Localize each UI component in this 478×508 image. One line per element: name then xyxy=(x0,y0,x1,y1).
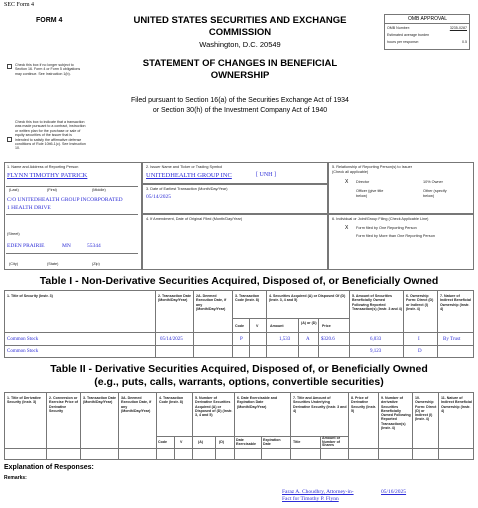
one-person-mark: X xyxy=(345,225,349,231)
t1-sub-aord: (A) or (D) xyxy=(301,321,317,325)
checkbox1-line: Section 16. Form 4 or Form 5 obligations xyxy=(15,67,81,72)
middle-label: (Middle) xyxy=(92,188,106,192)
explanation-heading: Explanation of Responses: xyxy=(4,464,94,471)
t1-row2-owned: 9,123 xyxy=(370,349,382,354)
t1-sub-code: Code xyxy=(235,324,244,328)
t2-h-exercisable: 6. Date Exercisable and Expiration Date (Month/Day/Year) xyxy=(237,396,278,409)
omb-approval-box xyxy=(384,14,470,50)
issuer-name[interactable]: UNITEDHEALTH GROUP INC xyxy=(146,172,232,179)
t1-sub-price: Price xyxy=(322,324,331,328)
box2-label: 2. Issuer Name and Ticker or Trading Symbol xyxy=(146,165,223,169)
t1-h-nature: 7. Nature of Indirect Beneficial Ownership (Instr. 4) xyxy=(440,294,471,311)
t2-sub-a: (A) xyxy=(198,440,203,444)
other-line2: below) xyxy=(423,193,435,198)
t2-sub-v: V xyxy=(180,440,183,444)
t1-sub-amount: Amount xyxy=(270,324,284,328)
statement-line1: STATEMENT OF CHANGES IN BENEFICIAL xyxy=(142,58,338,69)
t1-row1-owned: 6,033 xyxy=(370,337,382,342)
t2-sub-code: Code xyxy=(158,440,167,444)
signature xyxy=(282,489,354,503)
checkbox2-line: equity securities of the issuer that is xyxy=(15,133,72,138)
t2-h-price: 8. Price of Derivative Security (Instr. 5) xyxy=(351,396,376,413)
t1-row1-date: 05/14/2025 xyxy=(160,337,183,342)
t2-h-deemed: 3A. Deemed Execution Date, if any (Month/Day/Year) xyxy=(121,396,152,413)
ten-percent-owner-label: 10% Owner xyxy=(423,180,443,184)
t1-h-form: 6. Ownership Form: Direct (D) or Indirect (I) (Instr. 4) xyxy=(406,294,434,311)
t1-row1-nature: By Trust xyxy=(443,337,461,342)
t2-h-title: 1. Title of Derivative Security (Instr. 3) xyxy=(7,396,41,405)
header-line2: COMMISSION xyxy=(208,27,272,38)
filed-line1: Filed pursuant to Section 16(a) of the Securities Exchange Act of 1934 xyxy=(131,97,349,104)
t1-h-title: 1. Title of Security (Instr. 3) xyxy=(7,294,53,298)
statement-title xyxy=(120,58,360,82)
signature-line1: Faraz A. Choudhry, Attorney-in- xyxy=(282,489,354,495)
more-persons-label: Form filed by More than One Reporting Person xyxy=(356,234,435,238)
filing-type-box xyxy=(328,214,474,270)
box3-label: 3. Date of Earliest Transaction (Month/Day/Year) xyxy=(146,187,228,191)
checkbox2-line: Check this box to indicate that a transaction xyxy=(15,120,85,124)
table1-title: Table I - Non-Derivative Securities Acquired, Disposed of, or Beneficially Owned xyxy=(39,275,439,287)
director-mark: X xyxy=(345,179,349,185)
t2-h-underlying: 7. Title and Amount of Securities Underlying Derivative Security (Instr. 3 and 4) xyxy=(293,396,347,413)
t2-sub-d: (D) xyxy=(219,440,224,444)
last-label: (Last) xyxy=(9,188,19,192)
zip-label: (Zip) xyxy=(92,262,100,266)
checkbox1-line: Check this box if no longer subject to xyxy=(15,63,74,67)
header-address: Washington, D.C. 20549 xyxy=(199,40,281,49)
issuer-ticker: [ UNH ] xyxy=(256,172,276,178)
remarks-heading: Remarks: xyxy=(4,475,27,481)
t1-row2-title: Common Stock xyxy=(7,349,39,354)
street-label: (Street) xyxy=(7,232,20,236)
checkbox2-line: conditions of Rule 10b5-1(c). See Instruction xyxy=(15,142,86,147)
state-value: MN xyxy=(62,243,71,249)
t2-h-form: 10. Ownership Form: Direct (D) or Indirect (I) (Instr. 4) xyxy=(415,396,437,422)
omb-title: OMB APPROVAL xyxy=(385,15,470,24)
no-longer-subject-checkbox[interactable] xyxy=(7,64,12,69)
t1-h-date: 2. Transaction Date (Month/Day/Year) xyxy=(158,294,191,303)
form-number: FORM 4 xyxy=(36,17,63,24)
first-label: (First) xyxy=(47,188,57,192)
t1-row1-code: P xyxy=(240,337,243,342)
box1-label: 1. Name and Address of Reporting Person xyxy=(7,165,79,169)
t1-row1-aord: A xyxy=(306,337,310,342)
other-label xyxy=(423,189,447,198)
t2-h-conversion: 2. Conversion or Exercise Price of Derivative Security xyxy=(49,396,78,413)
t1-h-deemed: 2A. Deemed Execution Date, if any (Month/Day/Year) xyxy=(196,294,227,311)
table2-title-line1: Table II - Derivative Securities Acquired, Disposed of, or Beneficially Owned xyxy=(50,363,428,375)
omb-hours-label: hours per response: xyxy=(387,40,419,44)
officer-label xyxy=(356,189,383,198)
amendment-box xyxy=(142,214,328,270)
box5-label2: (Check all applicable) xyxy=(332,170,369,174)
omb-number-value: 3235-0287 xyxy=(449,26,467,30)
checkbox2-line: 10. xyxy=(15,146,20,151)
earliest-transaction-date: 05/14/2025 xyxy=(146,194,172,200)
one-person-label: Form filed by One Reporting Person xyxy=(356,226,417,230)
zip-value: 55344 xyxy=(87,243,101,249)
checkbox2-line: or written plan for the purchase or sale of xyxy=(15,128,81,133)
rule-10b5-text xyxy=(15,120,86,151)
statement-line2: OWNERSHIP xyxy=(210,70,270,81)
t2-sub-expiration: Expiration Date xyxy=(263,438,281,447)
checkbox2-line: was made pursuant to a contract, instruction xyxy=(15,124,86,129)
t2-h-number: 5. Number of Derivative Securities Acquired (A) or Disposed of (D) (Instr. 3, 4 and 5) xyxy=(195,396,233,418)
t2-sub-amount: Amount or Number of Shares xyxy=(322,436,341,448)
t1-h-owned: 5. Amount of Securities Beneficially Owned Following Reported Transaction(s) (Instr. 3 and 4) xyxy=(352,294,402,311)
t1-h-acquired: 4. Securities Acquired (A) or Disposed Of (D) (Instr. 3, 4 and 5) xyxy=(269,294,346,303)
checkbox1-line: may continue. See Instruction 1(b). xyxy=(15,71,71,76)
t1-sub-v: V xyxy=(256,324,259,328)
rule-10b5-checkbox[interactable] xyxy=(7,137,12,142)
other-line1: Other (specify xyxy=(423,189,447,193)
t1-row1-form: I xyxy=(418,337,420,342)
t2-h-code: 4. Transaction Code (Instr. 8) xyxy=(159,396,184,405)
director-label: Director xyxy=(356,180,370,184)
sec-form-label: SEC Form 4 xyxy=(4,2,35,8)
address-line2: 1 HEALTH DRIVE xyxy=(7,205,51,211)
checkbox2-line: intended to satisfy the affirmative defense xyxy=(15,137,82,142)
t1-row1-amount: 1,533 xyxy=(279,337,291,342)
table2-title xyxy=(4,363,474,389)
box4-label: 4. If Amendment, Date of Original Filed (Month/Day/Year) xyxy=(146,217,243,221)
signature-date: 05/16/2025 xyxy=(381,489,407,495)
officer-line1: Officer (give title xyxy=(356,189,384,193)
reporting-person-address xyxy=(7,196,123,212)
omb-number-label: OMB Number: xyxy=(387,26,410,30)
t1-row2-form: D xyxy=(418,349,422,354)
omb-burden-label: Estimated average burden xyxy=(387,33,430,37)
box5-label1: 5. Relationship of Reporting Person(s) to Issuer xyxy=(332,165,412,169)
header-agency xyxy=(120,15,360,39)
t2-sub-title: Title xyxy=(293,440,301,444)
filed-line2: or Section 30(h) of the Investment Company Act of 1940 xyxy=(152,107,328,114)
state-label: (State) xyxy=(47,262,59,266)
t2-h-nature: 11. Nature of Indirect Beneficial Ownership (Instr. 4) xyxy=(441,396,472,413)
header-line1: UNITED STATES SECURITIES AND EXCHANGE xyxy=(133,15,347,26)
table2-title-line2: (e.g., puts, calls, warrants, options, convertible securities) xyxy=(94,376,384,388)
box6-label: 6. Individual or Joint/Group Filing (Check Applicable Line) xyxy=(332,217,429,221)
omb-hours-value: 0.5 xyxy=(462,40,467,44)
t1-h-code: 3. Transaction Code (Instr. 8) xyxy=(235,294,260,303)
t2-h-date: 3. Transaction Date (Month/Day/Year) xyxy=(83,396,116,405)
t2-h-owned: 9. Number of derivative Securities Beneficially Owned Following Reported Transaction(s) (Instr. 4) xyxy=(381,396,411,431)
reporting-person-name[interactable]: FLYNN TIMOTHY PATRICK xyxy=(7,172,88,179)
officer-line2: below) xyxy=(356,193,368,198)
filed-pursuant xyxy=(90,96,390,116)
t2-sub-exercisable: Date Exercisable xyxy=(236,438,256,447)
address-line1: C/O UNITEDHEALTH GROUP INCORPORATED xyxy=(7,197,123,203)
city-value: EDEN PRAIRIE xyxy=(7,243,45,249)
no-longer-subject-text xyxy=(15,63,80,76)
t1-row1-title: Common Stock xyxy=(7,337,39,342)
city-label: (City) xyxy=(9,262,19,266)
signature-line2: Fact for Timothy P. Flynn xyxy=(282,496,339,502)
t1-row1-price: $320.6 xyxy=(321,337,335,342)
